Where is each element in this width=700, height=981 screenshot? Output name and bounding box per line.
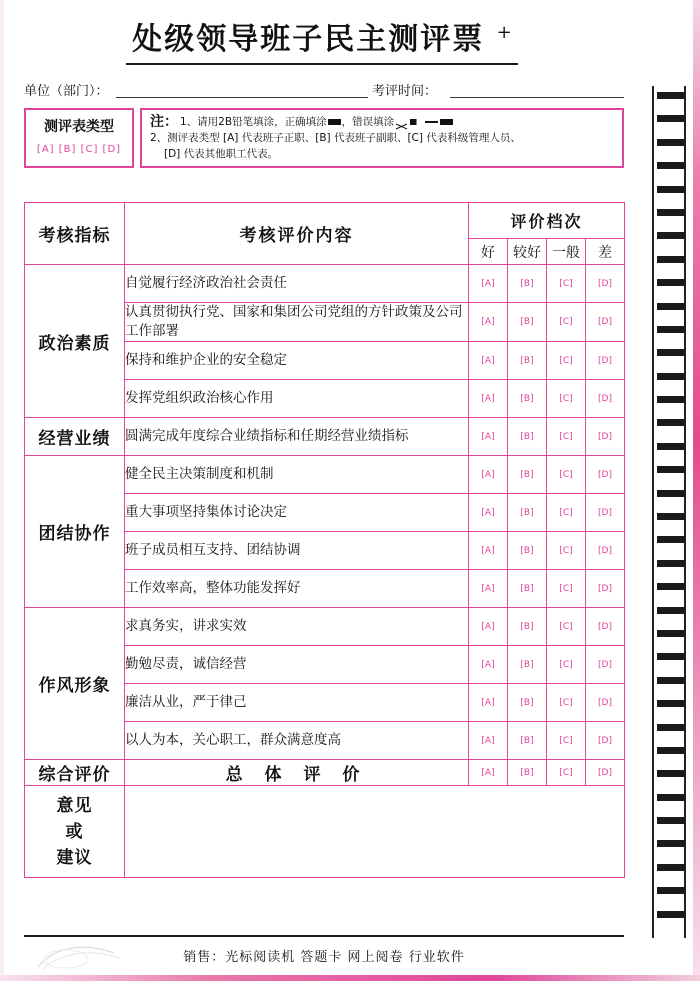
- half-filled-mark-icon: [410, 119, 423, 125]
- page-border-bottom: [0, 975, 700, 981]
- instructions-line-2: 2、测评表类型 [A] 代表班子正职、[B] 代表班子副职、[C] 代表科级管理人员、: [150, 132, 521, 144]
- bubble-cell[interactable]: [A]: [469, 342, 508, 380]
- opinion-label-cell: [25, 786, 125, 878]
- criterion-cell: 求真务实，讲求实效: [125, 608, 469, 646]
- bubble-cell[interactable]: [D]: [586, 342, 625, 380]
- bubble-cell[interactable]: [D]: [586, 380, 625, 418]
- omr-timing-mark: [657, 840, 685, 847]
- omr-timing-mark: [657, 162, 685, 169]
- page-title: [22, 14, 622, 65]
- bubble-cell[interactable]: [B]: [508, 456, 547, 494]
- bubble-cell[interactable]: [A]: [469, 684, 508, 722]
- omr-timing-mark: [657, 186, 685, 193]
- criterion-cell: 发挥党组织政治核心作用: [125, 380, 469, 418]
- bubble-cell[interactable]: [D]: [586, 570, 625, 608]
- bubble-cell[interactable]: [D]: [586, 760, 625, 786]
- omr-timing-mark: [657, 513, 685, 520]
- criterion-cell: 廉洁从业，严于律己: [125, 684, 469, 722]
- bubble-cell[interactable]: [A]: [469, 570, 508, 608]
- table-row: [25, 760, 625, 786]
- bubble-cell[interactable]: [A]: [469, 608, 508, 646]
- bubble-cell[interactable]: [A]: [469, 456, 508, 494]
- header-grade-level: 差: [586, 239, 625, 265]
- omr-timing-mark: [657, 607, 685, 614]
- bubble-cell[interactable]: [B]: [508, 760, 547, 786]
- criterion-cell: 总 体 评 价: [125, 760, 469, 786]
- omr-timing-mark: [657, 232, 685, 239]
- bubble-cell[interactable]: [C]: [547, 646, 586, 684]
- criterion-cell: 保持和维护企业的安全稳定: [125, 342, 469, 380]
- instructions-label: 注：: [150, 114, 178, 130]
- bubble-cell[interactable]: [B]: [508, 265, 547, 303]
- bubble-cell[interactable]: [D]: [586, 494, 625, 532]
- table-row: [25, 608, 625, 646]
- omr-timing-mark: [657, 770, 685, 777]
- filled-mark-icon-2: [440, 119, 453, 125]
- bubble-cell[interactable]: [B]: [508, 608, 547, 646]
- bubble-cell[interactable]: [C]: [547, 532, 586, 570]
- criterion-cell: 健全民主决策制度和机制: [125, 456, 469, 494]
- bubble-cell[interactable]: [A]: [469, 265, 508, 303]
- omr-timing-mark: [657, 677, 685, 684]
- date-field-input[interactable]: [450, 97, 624, 98]
- bubble-cell[interactable]: [D]: [586, 418, 625, 456]
- bubble-cell[interactable]: [B]: [508, 342, 547, 380]
- omr-timing-mark: [657, 443, 685, 450]
- bubble-cell[interactable]: [A]: [469, 494, 508, 532]
- cross-mark-icon: [395, 119, 408, 126]
- criterion-cell: 工作效率高，整体功能发挥好: [125, 570, 469, 608]
- bubble-cell[interactable]: [C]: [547, 494, 586, 532]
- filled-mark-icon: [328, 119, 341, 125]
- bubble-cell[interactable]: [C]: [547, 760, 586, 786]
- criterion-cell: 认真贯彻执行党、国家和集团公司党组的方针政策及公司工作部署: [125, 303, 469, 342]
- bubble-cell[interactable]: [C]: [547, 722, 586, 760]
- header-content: 考核评价内容: [125, 203, 469, 265]
- instructions-box: [140, 108, 624, 168]
- table-row: [25, 265, 625, 303]
- instructions-line-1: [150, 114, 616, 130]
- bubble-cell[interactable]: [D]: [586, 646, 625, 684]
- criterion-cell: 勤勉尽责，诚信经营: [125, 646, 469, 684]
- omr-timing-mark: [657, 536, 685, 543]
- bubble-cell[interactable]: [D]: [586, 532, 625, 570]
- omr-timing-mark: [657, 700, 685, 707]
- bubble-cell[interactable]: [B]: [508, 303, 547, 342]
- header-grade-level: 一般: [547, 239, 586, 265]
- header-grade: 评价档次: [469, 203, 625, 239]
- bubble-cell[interactable]: [C]: [547, 684, 586, 722]
- opinion-row: [25, 786, 625, 878]
- omr-timing-mark: [657, 466, 685, 473]
- header-grade-level: 较好: [508, 239, 547, 265]
- omr-timing-mark: [657, 92, 685, 99]
- header-indicator: 考核指标: [25, 203, 125, 265]
- category-cell: 综合评价: [25, 760, 125, 786]
- bubble-cell[interactable]: [C]: [547, 265, 586, 303]
- unit-field-label: 单位（部门）：: [24, 84, 109, 99]
- bubble-cell[interactable]: [B]: [508, 722, 547, 760]
- bubble-cell[interactable]: [D]: [586, 684, 625, 722]
- opinion-write-in-area[interactable]: [125, 786, 625, 878]
- omr-timing-mark: [657, 653, 685, 660]
- omr-timing-track: [652, 86, 686, 938]
- form-type-bubbles[interactable]: [A] [B] [C] [D]: [36, 144, 122, 155]
- bubble-cell[interactable]: [C]: [547, 342, 586, 380]
- bubble-cell[interactable]: [C]: [547, 608, 586, 646]
- dash-mark-icon: [425, 121, 438, 123]
- bubble-cell[interactable]: [B]: [508, 532, 547, 570]
- criterion-cell: 自觉履行经济政治社会责任: [125, 265, 469, 303]
- omr-timing-mark: [657, 115, 685, 122]
- omr-timing-mark: [657, 490, 685, 497]
- criterion-cell: 以人为本，关心职工，群众满意度高: [125, 722, 469, 760]
- omr-timing-mark: [657, 724, 685, 731]
- bubble-cell[interactable]: [D]: [586, 303, 625, 342]
- evaluation-table: [24, 202, 625, 878]
- omr-timing-mark: [657, 349, 685, 356]
- bubble-cell[interactable]: [B]: [508, 418, 547, 456]
- bubble-cell[interactable]: [B]: [508, 684, 547, 722]
- category-cell: 作风形象: [25, 608, 125, 760]
- bubble-cell[interactable]: [D]: [586, 608, 625, 646]
- date-field-label: 考评时间：: [372, 84, 438, 99]
- omr-timing-mark: [657, 326, 685, 333]
- instructions-line-3: [D] 代表其他职工代表。: [164, 148, 279, 160]
- bubble-cell[interactable]: [D]: [586, 265, 625, 303]
- omr-timing-mark: [657, 396, 685, 403]
- category-cell: 政治素质: [25, 265, 125, 418]
- omr-timing-mark: [657, 303, 685, 310]
- omr-timing-mark: [657, 817, 685, 824]
- table-row: [25, 456, 625, 494]
- table-row: [25, 418, 625, 456]
- criterion-cell: 班子成员相互支持、团结协调: [125, 532, 469, 570]
- bubble-cell[interactable]: [D]: [586, 722, 625, 760]
- header-grade-level: 好: [469, 239, 508, 265]
- omr-timing-mark: [657, 747, 685, 754]
- title-plus-mark: +: [496, 22, 512, 43]
- bubble-cell[interactable]: [A]: [469, 532, 508, 570]
- form-type-box: [24, 108, 134, 168]
- omr-timing-mark: [657, 419, 685, 426]
- bubble-cell[interactable]: [C]: [547, 303, 586, 342]
- category-cell: 团结协作: [25, 456, 125, 608]
- opinion-label-line: 意见: [56, 795, 93, 816]
- page-border-left: [0, 0, 4, 981]
- omr-timing-mark: [657, 209, 685, 216]
- omr-timing-mark: [657, 794, 685, 801]
- bubble-cell[interactable]: [C]: [547, 570, 586, 608]
- instructions-line-1b: ，错误填涂: [341, 116, 395, 128]
- page-border-right: [693, 0, 700, 981]
- omr-timing-mark: [657, 911, 685, 918]
- opinion-label-line: 或: [65, 821, 84, 842]
- footer-divider: [24, 935, 624, 937]
- table-header-row: [25, 203, 625, 239]
- omr-timing-mark: [657, 583, 685, 590]
- omr-timing-mark: [657, 864, 685, 871]
- category-cell: 经营业绩: [25, 418, 125, 456]
- omr-timing-mark: [657, 630, 685, 637]
- bubble-cell[interactable]: [C]: [547, 456, 586, 494]
- bubble-cell[interactable]: [D]: [586, 456, 625, 494]
- unit-field-input[interactable]: [116, 97, 368, 98]
- bubble-cell[interactable]: [A]: [469, 418, 508, 456]
- omr-timing-mark: [657, 279, 685, 286]
- bubble-cell[interactable]: [B]: [508, 570, 547, 608]
- bubble-cell[interactable]: [A]: [469, 303, 508, 342]
- opinion-label-line: 建议: [56, 847, 93, 868]
- omr-timing-mark: [657, 139, 685, 146]
- watermark-logo: [36, 939, 146, 973]
- page-title-text: 处级领导班子民主测评票: [132, 22, 485, 57]
- bubble-cell[interactable]: [C]: [547, 418, 586, 456]
- bubble-cell[interactable]: [A]: [469, 760, 508, 786]
- omr-timing-mark: [657, 560, 685, 567]
- criterion-cell: 圆满完成年度综合业绩指标和任期经营业绩指标: [125, 418, 469, 456]
- bubble-cell[interactable]: [A]: [469, 380, 508, 418]
- bubble-cell[interactable]: [A]: [469, 722, 508, 760]
- footer-text: 销售：光标阅读机 答题卡 网上阅卷 行业软件: [183, 950, 465, 965]
- bubble-cell[interactable]: [A]: [469, 646, 508, 684]
- omr-timing-mark: [657, 887, 685, 894]
- bubble-cell[interactable]: [C]: [547, 380, 586, 418]
- instructions-line-1a: 1、请用2B铅笔填涂，正确填涂: [180, 116, 327, 128]
- form-type-label: 测评表类型: [44, 119, 114, 135]
- omr-timing-mark: [657, 256, 685, 263]
- criterion-cell: 重大事项坚持集体讨论决定: [125, 494, 469, 532]
- bubble-cell[interactable]: [B]: [508, 494, 547, 532]
- omr-timing-mark: [657, 373, 685, 380]
- bubble-cell[interactable]: [B]: [508, 646, 547, 684]
- bubble-cell[interactable]: [B]: [508, 380, 547, 418]
